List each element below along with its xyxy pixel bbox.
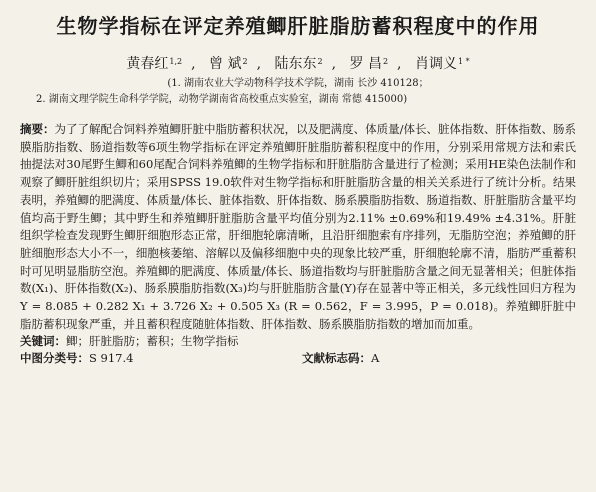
author-affiliation-mark: 2 [382,57,389,66]
document-code-value: A [371,351,380,366]
author-name: 曾 斌 [209,56,242,72]
author-3 [275,54,323,74]
paper-title: 生物学指标在评定养殖鲫肝脏脂肪蓄积程度中的作用 [56,14,540,38]
keywords-text: 鲫；肝脏脂肪；蓄积；生物学指标 [66,334,239,349]
document-code-label: 文献标志码： [302,351,371,366]
author-2 [209,54,248,74]
author-1 [126,54,182,74]
abstract-label: 摘要： [20,122,55,136]
author-name: 陆东东 [274,56,317,72]
author-affiliation-mark: 1,2 [169,57,183,66]
clc-value: S 917.4 [89,351,134,366]
affiliation-2: 2. 湖南文理学院生命科学学院，动物学湖南省高校重点实验室，湖南 常德 415000) [36,94,408,105]
author-name: 罗 昌 [349,56,382,72]
affiliation-1: (1. 湖南农业大学动物科学技术学院，湖南 长沙 410128； [167,78,429,89]
clc-number [20,350,133,367]
author-name: 肖调义 [414,56,457,72]
keywords [20,333,576,350]
author-5 [415,54,470,74]
author-name: 黄春红 [126,56,169,72]
author-list: 黄春红$^{1,2}$ , 曾 斌$^2$ , 陆东东$^2$ , 罗 昌$^2$ , 肖调义$^{1 *}$ [126,56,470,72]
clc-label: 中图分类号： [20,351,89,366]
abstract-text: 为了了解配合饲料养殖鲫肝脏中脂肪蓄积状况，以及肥满度、体质量/体长、脏体指数、肝体指数、肠系膜脂肪指数、肠道指数等6项生物学指标在评定养殖鲫肝脏脂肪蓄积程度中的作用，分别采用常规方法和索氏抽提法对30尾野生鲫和60尾配合饲料养殖鲫的生物学指标和肝脏脂肪含量进行了检测；采用HE染色法制作和观察了鲫肝脏组织切片；采用SPSS 19.0软件对生物学指标和肝脏脂肪含量的相关关系进行了统计分析。结果表明，养殖鲫的肥满度、体质量/体长、脏体指数、肝体指数、肠系膜脂肪指数、肠道指数、肝脏脂肪含量平均值均高于野生鲫；其中野生和养殖鲫肝脏脂肪含量平均值分别为2.11% ±0.69%和19.49% ±4.31%。肝脏组织学检查发现野生鲫肝细胞形态正常，肝细胞轮廓清晰，且沿肝细胞索有序排列，无脂肪空泡；养殖鲫的肝脏细胞形态大小不一，细胞核萎缩、溶解以及偏移细胞中央的现象比较严重，肝细胞轮廓不清，脂肪严重蓄积时可见明显脂肪空泡。养殖鲫的肥满度、体质量/体长、肠道指数均与肝脏脂肪含量之间无显著相关；但脏体指数(X₁)、肝体指数(X₂)、肠系膜脂肪指数(X₃)均与肝脏脂肪含量(Y)存在显著中等正相关，多元线性回归方程为 Y = 8.085 + 0.282 X₁ + 3.726 X₂ + 0.505 X₃ (R = 0.562，F = 3.995，P = 0.018)。养殖鲫肝脏中脂肪蓄积现象严重，并且蓄积程度随脏体指数、肝体指数、肠系膜脂肪指数的增加而加重。 [20,122,577,331]
author-affiliation-mark: 1 * [457,57,470,66]
author-affiliation-mark: 2 [242,57,248,66]
author-4 [350,54,389,74]
document-code [302,350,379,367]
keywords-label: 关键词： [20,334,66,349]
author-affiliation-mark: 2 [317,57,323,66]
classification-line [20,350,576,367]
abstract [20,121,576,333]
